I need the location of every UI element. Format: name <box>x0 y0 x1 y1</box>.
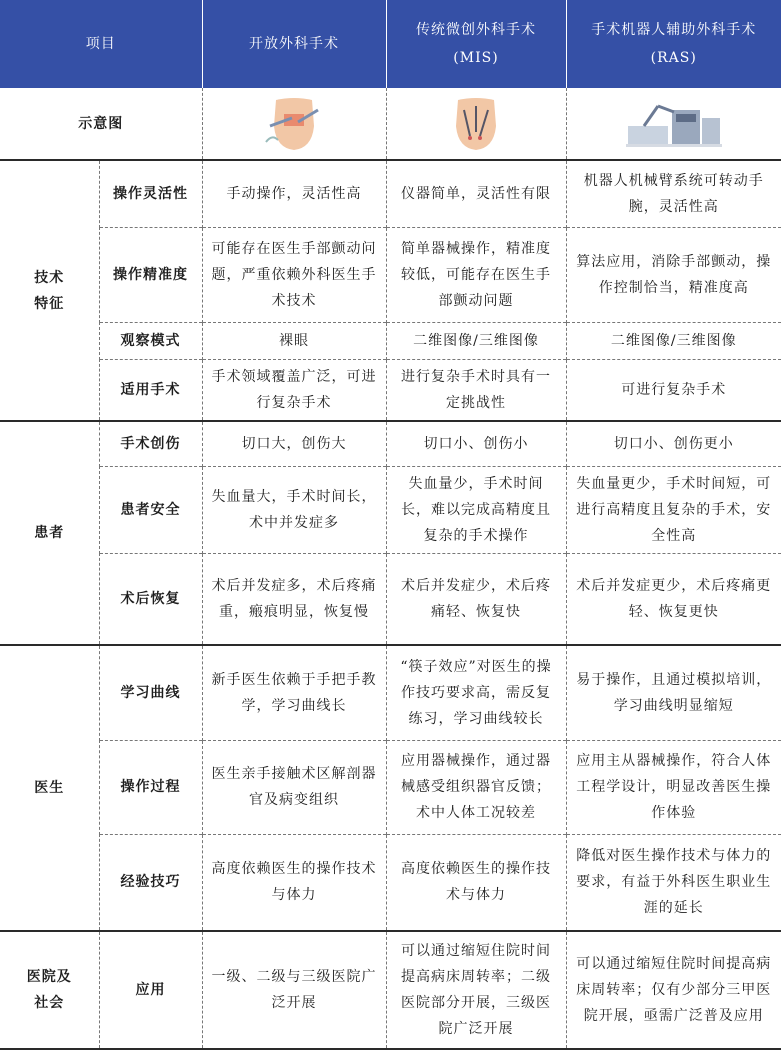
table-row <box>0 466 781 553</box>
open-surgery-cell: 新手医生依赖于手把手教学，学习曲线长 <box>202 645 386 740</box>
subcategory-cell: 操作精准度 <box>99 227 202 322</box>
subcategory-cell: 应用 <box>99 931 202 1049</box>
category-cell: 患者 <box>0 421 99 645</box>
open-surgery-cell: 可能存在医生手部颤动问题，严重依赖外科医生手术技术 <box>202 227 386 322</box>
mis-cell: 应用器械操作，通过器械感受组织器官反馈；术中人体工况较差 <box>386 740 566 834</box>
mis-cell: 切口小、创伤小 <box>386 421 566 466</box>
subcategory-cell: 学习曲线 <box>99 645 202 740</box>
subcategory-cell: 操作灵活性 <box>99 160 202 227</box>
category-cell: 技术 特征 <box>0 160 99 421</box>
subcategory-cell: 操作过程 <box>99 740 202 834</box>
header-row <box>0 0 781 88</box>
mis-cell: 高度依赖医生的操作技术与体力 <box>386 834 566 931</box>
header-item: 项目 <box>0 0 202 88</box>
ras-cell: 术后并发症更少，术后疼痛更轻、恢复更快 <box>566 553 781 645</box>
mis-cell: 术后并发症少，术后疼痛轻、恢复快 <box>386 553 566 645</box>
table-row <box>0 160 781 227</box>
ras-cell: 应用主从器械操作，符合人体工程学设计，明显改善医生操作体验 <box>566 740 781 834</box>
ras-cell: 算法应用，消除手部颤动，操作控制恰当，精准度高 <box>566 227 781 322</box>
category-cell: 医生 <box>0 645 99 931</box>
header-open-surgery: 开放外科手术 <box>202 0 386 88</box>
open-surgery-cell: 手术领域覆盖广泛，可进行复杂手术 <box>202 359 386 421</box>
mis-cell: 可以通过缩短住院时间提高病床周转率；二级医院部分开展，三级医院广泛开展 <box>386 931 566 1049</box>
ras-cell: 可进行复杂手术 <box>566 359 781 421</box>
subcategory-cell: 经验技巧 <box>99 834 202 931</box>
subcategory-cell: 适用手术 <box>99 359 202 421</box>
open-surgery-cell: 失血量大，手术时间长，术中并发症多 <box>202 466 386 553</box>
ras-cell: 可以通过缩短住院时间提高病床周转率；仅有少部分三甲医院开展，亟需广泛普及应用 <box>566 931 781 1049</box>
mis-cell: 失血量少，手术时间长，难以完成高精度且复杂的手术操作 <box>386 466 566 553</box>
subcategory-cell: 观察模式 <box>99 322 202 359</box>
header-ras: 手术机器人辅助外科手术 (RAS) <box>566 0 781 88</box>
ras-cell: 机器人机械臂系统可转动手腕，灵活性高 <box>566 160 781 227</box>
open-surgery-cell: 手动操作，灵活性高 <box>202 160 386 227</box>
schematic-mis-image <box>386 88 566 160</box>
open-surgery-cell: 术后并发症多，术后疼痛重，瘢痕明显，恢复慢 <box>202 553 386 645</box>
header-mis: 传统微创外科手术 (MIS) <box>386 0 566 88</box>
table-row <box>0 421 781 466</box>
ras-cell: 降低对医生操作技术与体力的要求，有益于外科医生职业生涯的延长 <box>566 834 781 931</box>
category-cell: 医院及 社会 <box>0 931 99 1049</box>
ras-cell: 易于操作，且通过模拟培训，学习曲线明显缩短 <box>566 645 781 740</box>
mis-cell: “筷子效应”对医生的操作技巧要求高，需反复练习，学习曲线较长 <box>386 645 566 740</box>
open-surgery-cell: 高度依赖医生的操作技术与体力 <box>202 834 386 931</box>
mis-cell: 简单器械操作，精准度较低，可能存在医生手部颤动问题 <box>386 227 566 322</box>
open-surgery-cell: 一级、二级与三级医院广泛开展 <box>202 931 386 1049</box>
schematic-ras-image <box>566 88 781 160</box>
mis-cell: 二维图像/三维图像 <box>386 322 566 359</box>
table-row <box>0 931 781 1049</box>
subcategory-cell: 术后恢复 <box>99 553 202 645</box>
schematic-open-image <box>202 88 386 160</box>
schematic-row <box>0 88 781 160</box>
open-surgery-cell: 切口大，创伤大 <box>202 421 386 466</box>
table-row <box>0 553 781 645</box>
subcategory-cell: 患者安全 <box>99 466 202 553</box>
table-row <box>0 834 781 931</box>
open-surgery-cell: 裸眼 <box>202 322 386 359</box>
table-row <box>0 359 781 421</box>
table-row <box>0 645 781 740</box>
schematic-label: 示意图 <box>0 88 202 160</box>
ras-cell: 失血量更少，手术时间短，可进行高精度且复杂的手术，安全性高 <box>566 466 781 553</box>
mis-cell: 仪器简单，灵活性有限 <box>386 160 566 227</box>
ras-cell: 二维图像/三维图像 <box>566 322 781 359</box>
ras-cell: 切口小、创伤更小 <box>566 421 781 466</box>
open-surgery-cell: 医生亲手接触术区解剖器官及病变组织 <box>202 740 386 834</box>
table-row <box>0 740 781 834</box>
mis-cell: 进行复杂手术时具有一定挑战性 <box>386 359 566 421</box>
table-row <box>0 322 781 359</box>
table-row <box>0 227 781 322</box>
subcategory-cell: 手术创伤 <box>99 421 202 466</box>
